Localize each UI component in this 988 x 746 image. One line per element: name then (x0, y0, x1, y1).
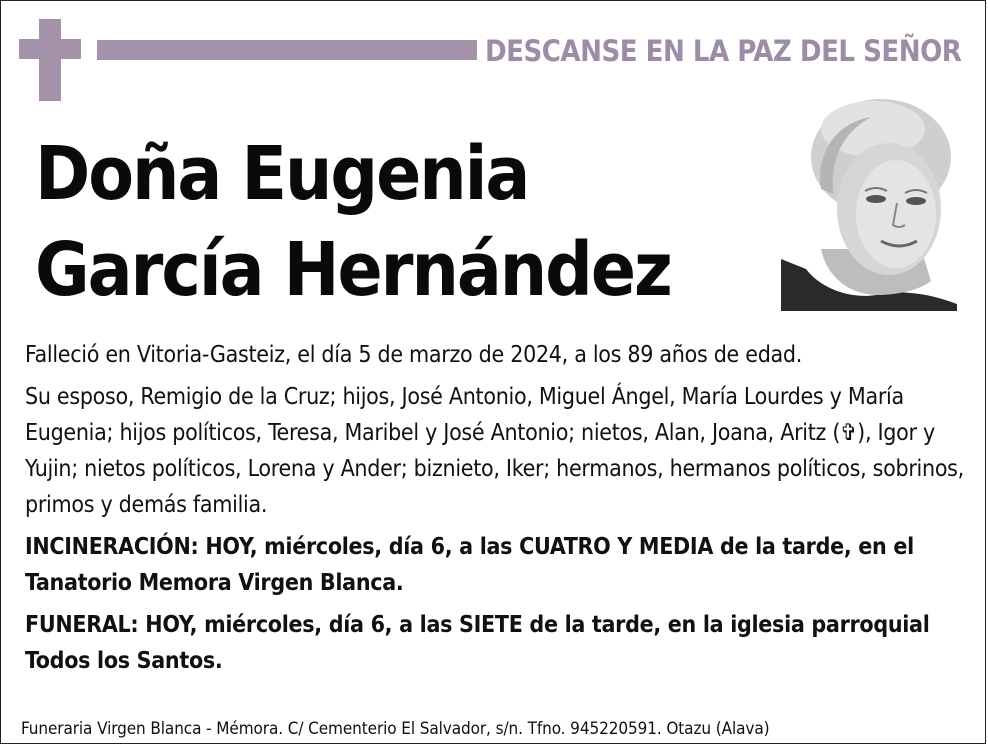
death-notice: Falleció en Vitoria-Gasteiz, el día 5 de marzo de 2024, a los 89 años de edad. (25, 342, 803, 368)
family-list: Su esposo, Remigio de la Cruz; hijos, José Antonio, Miguel Ángel, María Lourdes y María Eugenia; hijos políticos, Teresa, Maribel y José Antonio; nietos, Alan, Joana, Aritz (✞), Igor y Yujin; nietos políticos, Lorena y Ander; biznieto, Iker; hermanos, hermanos políticos, sobrinos, primos y demás familia. (25, 384, 964, 518)
tagline: DESCANSE EN LA PAZ DEL SEÑOR (485, 34, 962, 68)
cross-horizontal-bar (19, 39, 81, 59)
deceased-name-line1: Doña Eugenia (35, 131, 529, 217)
cross-vertical-bar (39, 19, 61, 101)
deceased-name-line2: García Hernández (35, 227, 671, 313)
incineration-info: INCINERACIÓN: HOY, miércoles, día 6, a las CUATRO Y MEDIA de la tarde, en el Tanatorio Memora Virgen Blanca. (25, 534, 914, 596)
funeral-home-footer: Funeraria Virgen Blanca - Mémora. C/ Cementerio El Salvador, s/n. Tfno. 945220591. Otazu (Alava) (21, 719, 770, 739)
obituary-body (25, 337, 965, 685)
funeral-info: FUNERAL: HOY, miércoles, día 6, a las SIETE de la tarde, en la iglesia parroquial Todos los Santos. (25, 612, 930, 674)
header-rule (97, 40, 477, 60)
deceased-photo (781, 99, 957, 311)
